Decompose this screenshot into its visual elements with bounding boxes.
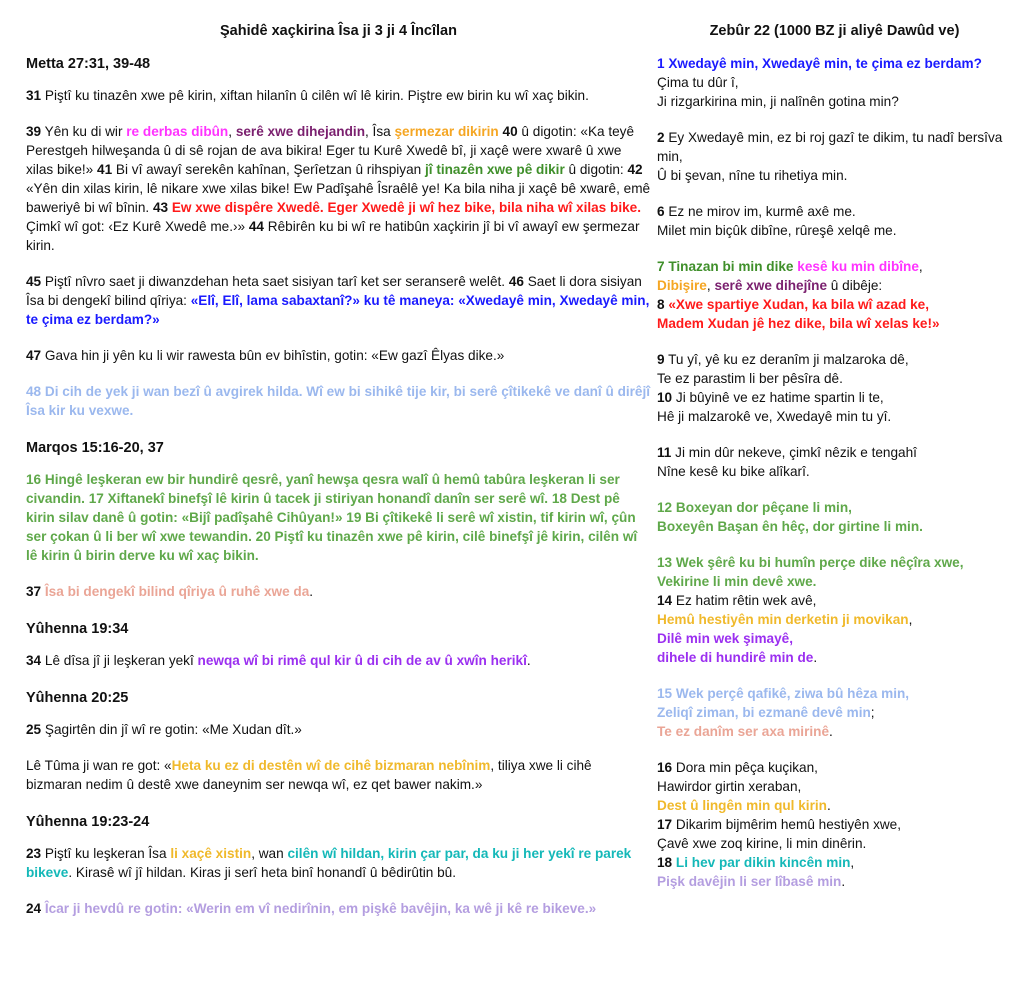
verse-text: Çima tu dûr î, — [657, 75, 739, 90]
verse-number: 46 — [508, 274, 524, 289]
verse-text: Lê dîsa jî ji leşkeran yekî — [41, 653, 198, 668]
passage-paragraph — [26, 720, 651, 739]
psalm-stanza — [657, 443, 1012, 481]
verse-number: 43 — [152, 200, 169, 215]
verse-text: Heta ku ez di destên wî de cihê bizmaran nebînim — [171, 758, 491, 773]
verse-text: Li hev par dikin kincên min — [675, 855, 851, 870]
verse-text: Di cih de yek ji wan bezî û avgirek hilda. Wî ew bi sihikê tije kir, bi serê çîtikekê ve danî û dirêjî Îsa kir ku vexwe. — [26, 384, 651, 418]
verse-text: Dikarim bijmêrim hemû hestiyên xwe, — [672, 817, 902, 832]
verse-number: 13 — [657, 555, 673, 570]
passage-reference: Metta 27:31, 39-48 — [26, 56, 151, 72]
verse-text: û digotin: «Ka teyê Perestgeh hilweşanda û di sê rojan de ava bikira! Eger tu Kurê Xwedê bî, ji xaçê were xwarê û xwe xilas bike!» — [26, 124, 635, 177]
verse-text: Ji rizgarkirina min, ji nalînên gotina min? — [657, 94, 899, 109]
verse-text: «Xwe spartiye Xudan, ka bila wî azad ke, — [668, 297, 930, 312]
verse-text: Dibişire — [657, 278, 707, 293]
verse-text: Piştî ku leşkeran Îsa — [41, 846, 171, 861]
verse-text: Ez ne mirov im, kurmê axê me. — [664, 204, 856, 219]
gospels-title: Şahidê xaçkirina Îsa ji 3 ji 4 Încîlan — [220, 23, 457, 39]
passage-paragraph — [26, 651, 651, 670]
verse-number: 16 — [657, 760, 673, 775]
verse-number: 42 — [627, 162, 643, 177]
verse-text: 17 — [88, 491, 104, 506]
verse-text: re derbas dibûn — [126, 124, 229, 139]
verse-text: 20 — [255, 529, 271, 544]
verse-number: 25 — [26, 722, 42, 737]
verse-text: Yên ku di wir — [41, 124, 127, 139]
psalm-stanza — [657, 498, 1012, 536]
verse-text: û digotin: — [564, 162, 628, 177]
gospels-column — [26, 0, 651, 918]
verse-number: 45 — [26, 274, 42, 289]
verse-text: Çimkî wî got: ‹Ez Kurê Xwedê me.›» — [26, 219, 249, 234]
verse-text: . — [813, 650, 818, 665]
verse-text: . Kirasê wî jî hildan. Kiras ji serî heta binî honandî û bêdirûtin bû. — [68, 865, 456, 880]
verse-number: 39 — [26, 124, 42, 139]
verse-number: 31 — [26, 88, 42, 103]
verse-text: Îsa bi dengekî bilind qîriya û ruhê xwe da — [44, 584, 310, 599]
psalm-stanza — [657, 54, 1012, 111]
verse-text: Dora min pêça kuçikan, — [672, 760, 818, 775]
verse-text: Xwedayê min, Xwedayê min, te çima ez berdam? — [664, 56, 982, 71]
verse-text: Ey Xwedayê min, ez bi roj gazî te dikim, tu nadî bersîva min, — [657, 130, 1003, 164]
verse-text: û dibêje: — [827, 278, 883, 293]
verse-text: Wek şêrê ku bi humîn perçe dike nêçîra xwe, — [672, 555, 964, 570]
verse-text: Piştî ku tinazên xwe pê kirin, xiftan hilanîn û cilên wî lê kirin. Piştre ew birin ku wî xaç bikin. — [41, 88, 589, 103]
verse-number: 37 — [26, 584, 42, 599]
passage-paragraph — [26, 122, 651, 255]
verse-text: Îcar ji hevdû re gotin: «Werin em vî nedirînin, em pişkê bavêjin, ka wê ji kê re bikeve.» — [44, 901, 597, 916]
verse-text: . — [826, 798, 831, 813]
verse-text: Saet li dora sisiyan Îsa bi dengekî bilind qîriya: — [26, 274, 642, 308]
verse-text: Dest pê kirin silav danê û gotin: «Bijî padîşahê Cihûyan!» — [26, 491, 620, 525]
verse-number: 24 — [26, 901, 42, 916]
verse-text: Û bi şevan, nîne tu rihetiya min. — [657, 168, 848, 183]
verse-text: Lê Tûma ji wan re got: « — [26, 758, 172, 773]
verse-text: 19 — [346, 510, 362, 525]
gospels-body — [26, 54, 651, 918]
verse-number: 7 — [657, 259, 665, 274]
verse-number: 48 — [26, 384, 42, 399]
verse-text: Milet min biçûk dibîne, rûreşê xelqê me. — [657, 223, 897, 238]
verse-text: Te ez parastim li ber pêsîra dê. — [657, 371, 843, 386]
passage-paragraph — [26, 844, 651, 882]
verse-text: Madem Xudan jê hez dike, bila wî xelas ke!» — [657, 316, 940, 331]
verse-text: Ez hatim rêtin wek avê, — [672, 593, 817, 608]
passage-paragraph — [26, 382, 651, 420]
verse-number: 44 — [248, 219, 264, 234]
verse-text: Boxeyên Başan ên hêç, dor girtine li min. — [657, 519, 923, 534]
passage-reference: Marqos 15:16-20, 37 — [26, 440, 164, 456]
verse-number: 9 — [657, 352, 665, 367]
verse-text: Hemû hestiyên min derketin ji movikan — [657, 612, 909, 627]
verse-text: dihele di hundirê min de — [657, 650, 814, 665]
psalm-stanza — [657, 128, 1012, 185]
verse-text: Bi vî awayî serekên kahînan, Şerîetzan û rihspiyan — [112, 162, 425, 177]
verse-text: Gava hin ji yên ku li wir rawesta bûn ev bihîstin, gotin: «Ew gazî Êlyas dike.» — [41, 348, 505, 363]
verse-text: jî tinazên xwe pê dikir — [424, 162, 565, 177]
passage-paragraph — [26, 582, 651, 601]
passage-paragraph — [26, 346, 651, 365]
verse-text: . — [841, 874, 846, 889]
verse-text: li xaçê xistin — [170, 846, 252, 861]
verse-number: 12 — [657, 500, 673, 515]
verse-text: şermezar dikirin — [394, 124, 499, 139]
verse-text: , — [228, 124, 236, 139]
verse-text: Bi çîtikekê li serê wî xistin, tif kirin wî, çûn ser çokan û li ber wî xwe tewandin. — [26, 510, 636, 544]
verse-number: 2 — [657, 130, 665, 145]
verse-text: Rêbirên ku bi wî re hatibûn xaçkirin jî bi vî awayî ew şermezar kirin. — [26, 219, 640, 253]
verse-number: 23 — [26, 846, 42, 861]
verse-text: «Elî, Elî, lama sabaxtanî?» ku tê maneya: «Xwedayê min, Xwedayê min, te çima ez berdam?» — [26, 293, 650, 327]
verse-text: 16 — [26, 472, 42, 487]
verse-text: , — [908, 612, 913, 627]
verse-text: Ew xwe dispêre Xwedê. Eger Xwedê ji wî hez bike, bila niha wî xilas bike. — [171, 200, 642, 215]
psalm-stanza — [657, 202, 1012, 240]
verse-text: 18 — [551, 491, 567, 506]
verse-text: , — [706, 278, 715, 293]
psalm-column — [657, 0, 1012, 891]
verse-text: Tu yî, yê ku ez deranîm ji malzaroka dê, — [664, 352, 909, 367]
psalm-body — [657, 54, 1012, 891]
verse-number: 10 — [657, 390, 673, 405]
verse-number: 15 — [657, 686, 673, 701]
verse-text: Ji min dûr nekeve, çimkî nêzik e tengahî — [671, 445, 917, 460]
passage-reference: Yûhenna 19:34 — [26, 621, 129, 637]
passage-paragraph — [26, 899, 651, 918]
verse-text: newqa wî bi rimê qul kir û di cih de av û xwîn herikî — [197, 653, 527, 668]
passage-reference: Yûhenna 20:25 — [26, 690, 129, 706]
psalm-title: Zebûr 22 (1000 BZ ji aliyê Dawûd ve) — [709, 23, 960, 39]
verse-text: ; — [870, 705, 875, 720]
passage-paragraph — [26, 470, 651, 565]
passage-reference: Yûhenna 19:23-24 — [26, 814, 150, 830]
verse-number: 47 — [26, 348, 42, 363]
verse-text: Wek perçê qafikê, ziwa bû hêza min, — [672, 686, 910, 701]
verse-text: Tinazan bi min dike — [664, 259, 794, 274]
verse-text: Çavê xwe zoq kirine, li min dinêrin. — [657, 836, 867, 851]
verse-number: 14 — [657, 593, 673, 608]
verse-text: serê xwe dihejîne — [714, 278, 828, 293]
verse-text: Piştî nîvro saet ji diwanzdehan heta saet sisiyan tarî ket ser seranserê welêt. — [41, 274, 509, 289]
verse-number: 41 — [97, 162, 113, 177]
verse-text: , tiliya xwe li cihê bizmaran nedim û destê xwe daneynim ser newqa wî, ez qet bawer nakim.» — [26, 758, 592, 792]
passage-paragraph — [26, 756, 651, 794]
verse-text: Piştî ku tinazên xwe pê kirin, cilê binefşî jê kirin, cilên wî lê kirin û birin derve ku wî xaç bikin. — [26, 529, 638, 563]
verse-number: 18 — [657, 855, 673, 870]
passage-paragraph — [26, 272, 651, 329]
verse-number: 6 — [657, 204, 665, 219]
verse-number: 11 — [657, 445, 672, 460]
verse-number: 8 — [657, 297, 665, 312]
verse-text: cilên wî hildan, kirin çar par, da ku ji her yekî re parek bikeve — [26, 846, 632, 880]
verse-text: kesê ku min dibîne — [797, 259, 919, 274]
psalm-stanza — [657, 758, 1012, 891]
verse-text: Şagirtên din jî wî re gotin: «Me Xudan dît.» — [41, 722, 302, 737]
verse-text: Pişk davêjin li ser lîbasê min — [657, 874, 842, 889]
verse-text: , wan — [251, 846, 288, 861]
verse-number: 17 — [657, 817, 673, 832]
verse-text: . — [526, 653, 531, 668]
verse-text: Ji bûyinê ve ez hatime spartin li te, — [672, 390, 884, 405]
verse-text: Hawirdor girtin xeraban, — [657, 779, 802, 794]
verse-text: Xiftanekî binefşî lê kirin û tacek ji stiriyan honandî danîn ser serê wî. — [103, 491, 552, 506]
verse-text: Hê ji malzarokê ve, Xwedayê min tu yî. — [657, 409, 892, 424]
verse-number: 40 — [502, 124, 518, 139]
verse-number: 34 — [26, 653, 42, 668]
psalm-stanza — [657, 553, 1012, 667]
verse-text: serê xwe dihejandin — [235, 124, 365, 139]
verse-text: . — [829, 724, 833, 739]
psalm-stanza — [657, 684, 1012, 741]
verse-text: Dilê min wek şimayê, — [657, 631, 794, 646]
verse-text: . — [309, 584, 314, 599]
verse-text: Dest û lingên min qul kirin — [657, 798, 827, 813]
passage-paragraph — [26, 86, 651, 105]
verse-text: Nîne kesê ku bike alîkarî. — [657, 464, 810, 479]
verse-text: Zeliqî ziman, bi ezmanê devê min — [657, 705, 871, 720]
verse-text: Hingê leşkeran ew bir hundirê qesrê, yanî hewşa qesra walî û hemû tabûra leşkeran li ser civandin. — [26, 472, 620, 506]
psalm-stanza — [657, 350, 1012, 426]
psalm-stanza — [657, 257, 1012, 333]
verse-text: Te ez danîm ser axa mirinê — [657, 724, 830, 739]
verse-text: , — [918, 259, 923, 274]
verse-number: 1 — [657, 56, 665, 71]
verse-text: «Yên din xilas kirin, lê nikare xwe xilas bike! Ew Padîşahê Îsraêlê ye! Ka bila niha ji xaçê bê xwarê, emê baweriyê bi wî bînin. — [26, 181, 651, 215]
verse-text: , — [850, 855, 855, 870]
verse-text: Vekirine li min devê xwe. — [657, 574, 817, 589]
verse-text: Boxeyan dor pêçane li min, — [672, 500, 852, 515]
verse-text: , Îsa — [365, 124, 395, 139]
